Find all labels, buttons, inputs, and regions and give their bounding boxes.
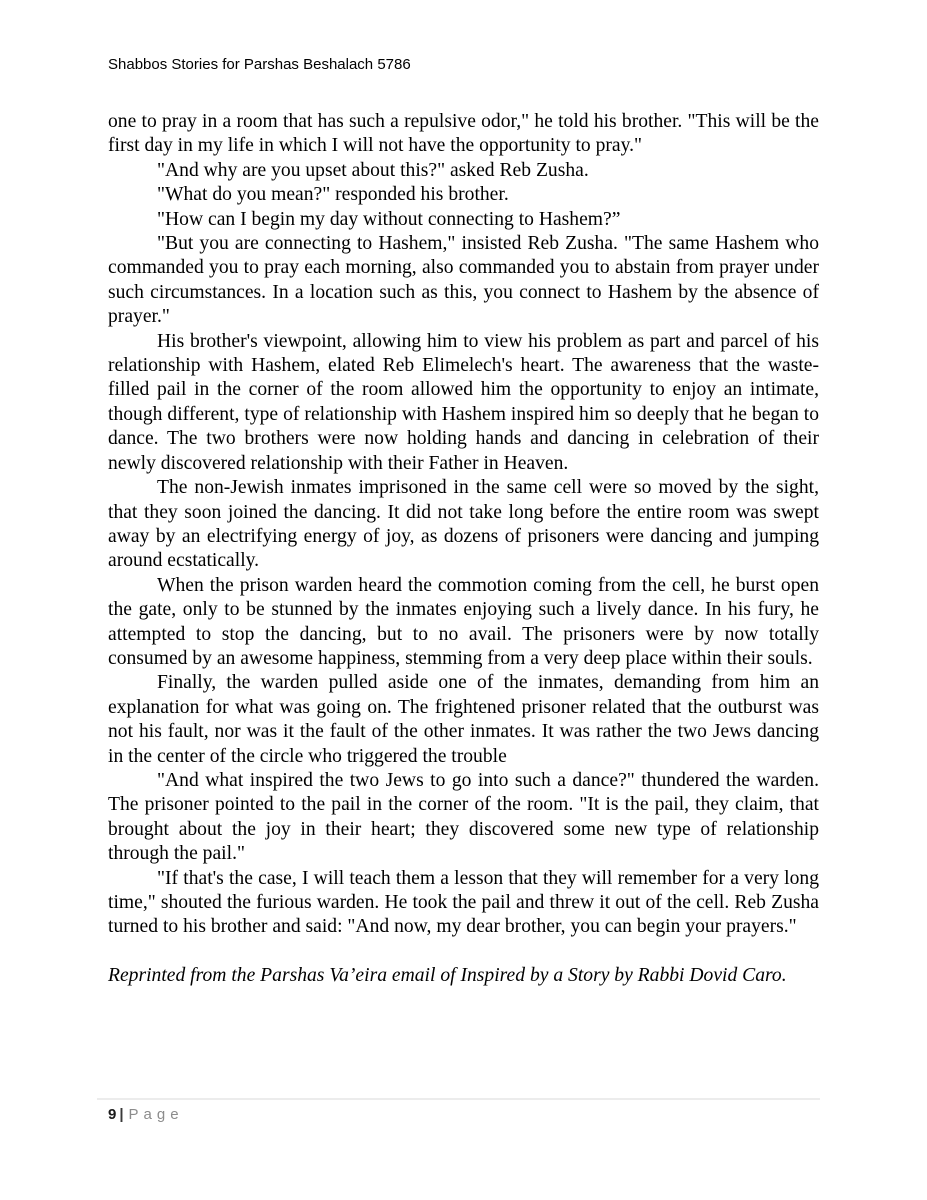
page-number: 9 — [108, 1106, 117, 1123]
story-paragraph: "And why are you upset about this?" asked Reb Zusha. — [157, 159, 589, 181]
story-paragraph: "But you are connecting to Hashem," insisted Reb Zusha. "The same Hashem who commanded you to pray each morning, also commanded you to abstain from prayer under such circumstances. In a location such as this, you connect to Hashem by the absence of prayer." — [108, 233, 819, 328]
document-body — [108, 110, 819, 989]
story-paragraph: When the prison warden heard the commotion coming from the cell, he burst open the gate, only to be stunned by the inmates enjoying such a lively dance. In his fury, he attempted to stop the dancing, but to no avail. The prisoners were by now totally consumed by an awesome happiness, stemming from a very deep place within their souls. — [108, 574, 819, 669]
page-footer — [97, 1098, 820, 1123]
page-header: Shabbos Stories for Parshas Beshalach 5786 — [108, 56, 411, 73]
story-paragraph: "And what inspired the two Jews to go into such a dance?" thundered the warden. The prisoner pointed to the pail in the corner of the room. "It is the pail, they claim, that brought about the joy in their heart; they discovered some new type of relationship through the pail." — [108, 769, 819, 865]
story-paragraph: one to pray in a room that has such a repulsive odor," he told his brother. "This will be the first day in my life in which I will not have the opportunity to pray." — [108, 111, 819, 157]
footer-page-label: Page — [128, 1106, 184, 1123]
footer-separator: | — [119, 1106, 124, 1123]
story-paragraph: The non-Jewish inmates imprisoned in the same cell were so moved by the sight, that they soon joined the dancing. It did not take long before the entire room was swept away by an electrifying energy of joy, as dozens of prisoners were dancing and jumping around ecstatically. — [108, 477, 819, 572]
story-paragraph: "What do you mean?" responded his brother. — [157, 184, 509, 206]
story-paragraph: His brother's viewpoint, allowing him to view his problem as part and parcel of his relationship with Hashem, elated Reb Elimelech's heart. The awareness that the waste-filled pail in the corner of the room allowed him the opportunity to enjoy an intimate, though different, type of relationship with Hashem inspired him so deeply that he began to dance. The two brothers were now holding hands and dancing in celebration of their newly discovered relationship with their Father in Heaven. — [108, 330, 819, 474]
attribution-paragraph: Reprinted from the Parshas Va’eira email of Inspired by a Story by Rabbi Dovid Caro. — [108, 965, 787, 987]
story-paragraph: "How can I begin my day without connecting to Hashem?” — [157, 208, 621, 230]
story-paragraph: "If that's the case, I will teach them a lesson that they will remember for a very long time," shouted the furious warden. He took the pail and threw it out of the cell. Reb Zusha turned to his brother and said: "And now, my dear brother, you can begin your prayers." — [108, 867, 819, 938]
story-paragraph: Finally, the warden pulled aside one of the inmates, demanding from him an explanation for what was going on. The frightened prisoner related that the outburst was not his fault, nor was it the fault of the other inmates. It was rather the two Jews dancing in the center of the circle who triggered the trouble — [108, 672, 819, 767]
